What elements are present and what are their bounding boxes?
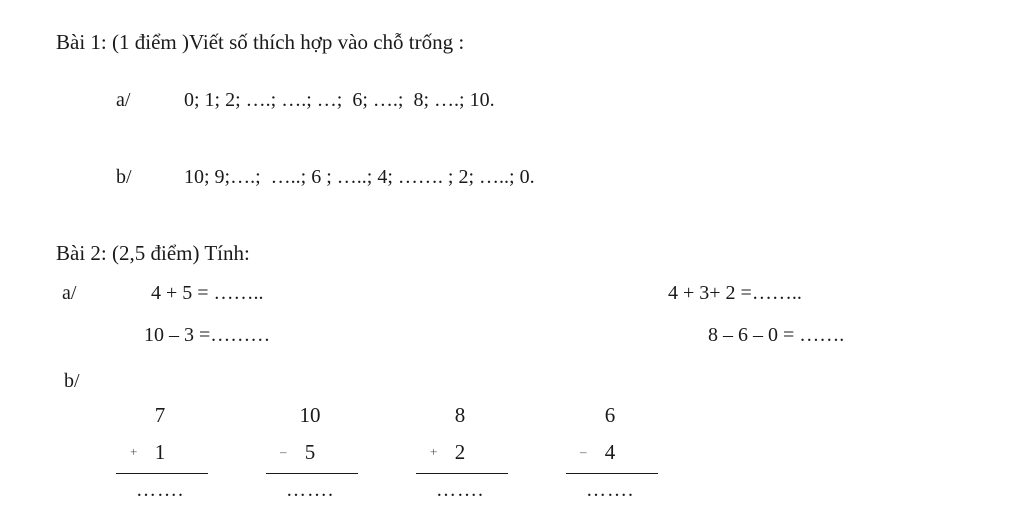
minus-icon: –: [580, 444, 587, 459]
vertical-sum-2-bottom: 5: [304, 440, 316, 464]
vertical-sum-3-bottom: 2: [454, 440, 466, 464]
vertical-sum-1-rule: [116, 473, 208, 474]
vertical-sum-2-top: 10: [299, 403, 321, 427]
exercise-2-row-2-right: 8 – 6 – 0 = …….: [708, 324, 845, 346]
vertical-sum-3-operator-row: [408, 442, 528, 466]
vertical-sum-1-bottom: 1: [154, 440, 166, 464]
exercise-2-row-2-left: 10 – 3 =………: [144, 324, 271, 346]
exercise-2-row-1: [56, 282, 984, 306]
vertical-sum-1-top: 7: [154, 403, 166, 427]
exercise-2-row-1-right: 4 + 3+ 2 =……..: [668, 282, 802, 304]
vertical-sum-2-rule: [266, 473, 358, 474]
exercise-2-row-1-left: 4 + 5 = ……..: [151, 282, 264, 304]
vertical-sum-1-operator-row: [108, 442, 228, 466]
vertical-sum-3-rule: [416, 473, 508, 474]
exercise-2-heading: Bài 2: (2,5 điểm) Tính:: [56, 241, 250, 265]
minus-icon: –: [280, 444, 287, 459]
vertical-sum-4: [558, 405, 678, 502]
vertical-sum-1-answer: …….: [136, 479, 184, 501]
vertical-sum-2-answer: …….: [286, 479, 334, 501]
vertical-sum-4-rule: [566, 473, 658, 474]
exercise-2-part-b-label: b/: [64, 370, 80, 392]
vertical-sums-group: [56, 405, 984, 513]
item-a-label: a/: [116, 89, 131, 111]
vertical-sum-2: [258, 405, 378, 502]
exercise-2-row-2: [56, 324, 984, 348]
vertical-sum-4-answer: …….: [586, 479, 634, 501]
plus-icon: +: [130, 444, 138, 459]
vertical-sum-3-top: 8: [454, 403, 466, 427]
vertical-sum-4-operator-row: [558, 442, 678, 466]
item-b-content: 10; 9;….; …..; 6 ; …..; 4; ……. ; 2; …..; 0.: [184, 166, 535, 188]
exercise-1-item-a: [56, 70, 984, 130]
vertical-sum-3: [408, 405, 528, 502]
vertical-sum-1: [108, 405, 228, 502]
exercise-1-item-b: [56, 147, 984, 207]
exercise-2-part-a-label: a/: [62, 282, 77, 304]
item-b-label: b/: [116, 166, 132, 188]
vertical-sum-4-top: 6: [604, 403, 616, 427]
spacer: [56, 207, 984, 243]
vertical-sum-4-bottom: 4: [604, 440, 616, 464]
exercise-1-heading: Bài 1: (1 điểm )Viết số thích hợp vào chỗ trống :: [56, 30, 465, 54]
plus-icon: +: [430, 444, 438, 459]
vertical-sum-3-answer: …….: [436, 479, 484, 501]
item-a-content: 0; 1; 2; ….; ….; …; 6; ….; 8; ….; 10.: [184, 89, 495, 111]
vertical-sum-2-operator-row: [258, 442, 378, 466]
